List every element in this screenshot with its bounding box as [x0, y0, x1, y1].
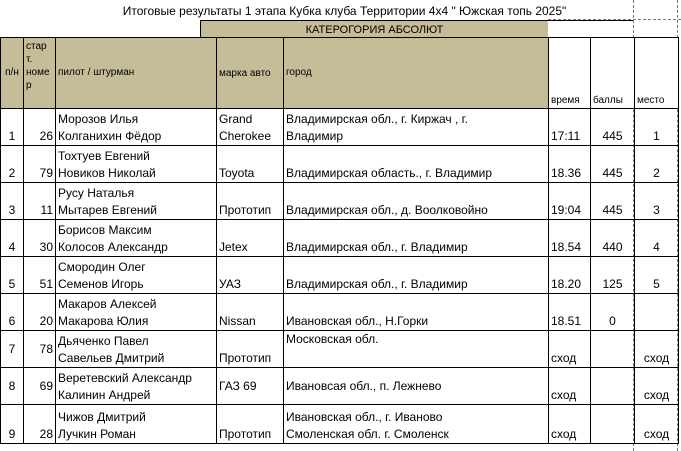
table-row — [1, 257, 679, 294]
table-row — [1, 368, 679, 405]
cell-pilot: Морозов Илья Колганихин Фёдор — [56, 109, 217, 146]
cell-num: 1 — [1, 109, 24, 146]
cell-city: Ивановсая обл., п. Лежнево — [284, 368, 549, 405]
cell-num: 7 — [1, 331, 24, 368]
cell-points — [591, 331, 635, 368]
cell-pilot: Чижов Дмитрий Лучкин Роман — [56, 405, 217, 444]
cell-brand: Grand Cherokee — [217, 109, 284, 146]
cell-pilot: Тохтуев Евгений Новиков Николай — [56, 146, 217, 183]
cell-time: 18.20 — [549, 257, 591, 294]
header-time: время — [549, 38, 591, 109]
cell-points: 445 — [591, 109, 635, 146]
cell-brand: Прототип — [217, 183, 284, 220]
document-title: Итоговые результаты 1 этапа Кубка клуба Территории 4х4 " Южская топь 2025" — [122, 4, 567, 18]
cell-brand: Jetex — [217, 220, 284, 257]
cell-time: 17:11 — [549, 109, 591, 146]
cell-place: 2 — [635, 146, 679, 183]
cell-points — [591, 368, 635, 405]
cell-pilot: Борисов Максим Колосов Александр — [56, 220, 217, 257]
header-start-number: стар т. номе р — [24, 38, 56, 109]
cell-brand: Toyota — [217, 146, 284, 183]
table-row — [1, 183, 679, 220]
table-row — [1, 405, 679, 444]
cell-time: 19:04 — [549, 183, 591, 220]
cell-points: 125 — [591, 257, 635, 294]
cell-city: Ивановская обл., г. Иваново Смоленская обл. г. Смоленск — [284, 405, 549, 444]
cell-start: 51 — [24, 257, 56, 294]
cell-points: 0 — [591, 294, 635, 331]
header-city: город — [284, 38, 549, 109]
header-place: место — [635, 38, 679, 109]
cell-start: 30 — [24, 220, 56, 257]
cell-pilot: Смородин Олег Семенов Игорь — [56, 257, 217, 294]
header-pilot: пилот / штурман — [56, 38, 217, 109]
cell-time: сход — [549, 405, 591, 444]
header-num: п/н — [1, 38, 24, 109]
cell-pilot: Дьяченко Павел Савельев Дмитрий — [56, 331, 217, 368]
cell-num: 6 — [1, 294, 24, 331]
cell-points — [591, 405, 635, 444]
cell-place — [635, 294, 679, 331]
cell-points: 445 — [591, 146, 635, 183]
cell-place: сход — [635, 368, 679, 405]
cell-city: Ивановская обл., Н.Горки — [284, 294, 549, 331]
cell-brand: Nissan — [217, 294, 284, 331]
cell-place: 3 — [635, 183, 679, 220]
table-row — [1, 331, 679, 368]
cell-time: 18.36 — [549, 146, 591, 183]
cell-start: 28 — [24, 405, 56, 444]
cell-place: 4 — [635, 220, 679, 257]
table-row — [1, 146, 679, 183]
cell-city: Владимирская обл., г. Владимир — [284, 257, 549, 294]
cell-place: 5 — [635, 257, 679, 294]
cell-place: сход — [635, 331, 679, 368]
category-banner: КАТЕРОГОРИЯ АБСОЛЮТ — [200, 20, 548, 38]
cell-num: 3 — [1, 183, 24, 220]
cell-start: 78 — [24, 331, 56, 368]
cell-city: Владимирская обл., д. Воолковойно — [284, 183, 549, 220]
table-row — [1, 294, 679, 331]
cell-pilot: Веретевский Александр Калинин Андрей — [56, 368, 217, 405]
header-car-brand: марка авто — [217, 38, 284, 109]
cell-points: 445 — [591, 183, 635, 220]
cell-brand: УАЗ — [217, 257, 284, 294]
cell-place: сход — [635, 405, 679, 444]
cell-num: 8 — [1, 368, 24, 405]
cell-num: 4 — [1, 220, 24, 257]
cell-time: 18.51 — [549, 294, 591, 331]
results-table — [0, 37, 679, 444]
cell-brand: ГАЗ 69 — [217, 368, 284, 405]
cell-time: сход — [549, 368, 591, 405]
cell-num: 9 — [1, 405, 24, 444]
cell-city: Владимирская обл., г. Владимир — [284, 220, 549, 257]
cell-start: 69 — [24, 368, 56, 405]
grid-dashed-line — [548, 19, 681, 20]
cell-city: Владимирская область., г. Владимир — [284, 146, 549, 183]
cell-num: 5 — [1, 257, 24, 294]
table-row — [1, 220, 679, 257]
header-points: баллы — [591, 38, 635, 109]
cell-start: 11 — [24, 183, 56, 220]
cell-city: Владимирская обл., г. Киржач , г. Владимир — [284, 109, 549, 146]
cell-start: 79 — [24, 146, 56, 183]
cell-brand: Прототип — [217, 331, 284, 368]
cell-points: 440 — [591, 220, 635, 257]
cell-city: Московская обл. — [284, 331, 549, 368]
cell-pilot: Русу Наталья Мытарев Евгений — [56, 183, 217, 220]
cell-time: сход — [549, 331, 591, 368]
cell-start: 20 — [24, 294, 56, 331]
cell-num: 2 — [1, 146, 24, 183]
cell-place: 1 — [635, 109, 679, 146]
category-banner-border — [548, 20, 633, 38]
table-row — [1, 109, 679, 146]
cell-time: 18.54 — [549, 220, 591, 257]
cell-start: 26 — [24, 109, 56, 146]
cell-pilot: Макаров Алексей Макарова Юлия — [56, 294, 217, 331]
cell-brand: Прототип — [217, 405, 284, 444]
